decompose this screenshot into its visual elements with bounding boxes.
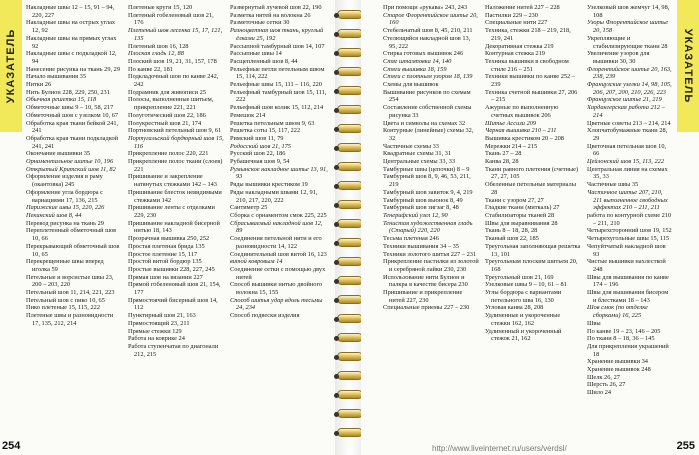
index-entry: Центральные схемы 33, 33 [383, 158, 456, 166]
index-entry: Ткань 8 – 18, 28, 28 [485, 227, 538, 235]
binding-ring [337, 257, 363, 266]
index-entry: Пришивание и прикрепление нитей 227, 230 [383, 289, 463, 304]
index-entry: Треугольный шов 21, 169 [485, 273, 554, 281]
index-entry: Обработка края ткани подкладкой 241, 241 [26, 134, 119, 150]
index-entry: Прямостоячий бисерный шов 14, 112 [128, 296, 218, 312]
index-entry: Прикрепление полос 220, 221 [128, 150, 209, 158]
index-entry: Швы для вышивания бисером и блестками 18 – 143 [587, 289, 669, 304]
index-entry: Прикрепление пастилки из золотой и серебряной лайки 230, 230 [383, 258, 479, 273]
index-entry: Петельный шов с пико 10, 65 [26, 296, 105, 304]
index-entry: Пришивание ленты с отделками 229, 230 [128, 204, 215, 219]
index-entry: Чепуйтчатый накладной шов 93 [587, 242, 666, 258]
binding-ring [337, 295, 363, 304]
index-entry: Хлопчатобумажные ткани 28, 29 [587, 127, 668, 142]
index-entry: При помощи «рукава» 243, 243 [383, 4, 468, 11]
index-entry: Прикрепление полос ткани (слоев) 221 [128, 158, 223, 173]
index-entry: Расщепленный шов 8, 44 [230, 57, 298, 65]
index-entry: Накладные швы 12 – 15, 91 – 94, 220, 227 [26, 4, 115, 19]
index-entry: Тканый шов 22, 185 [485, 235, 539, 243]
index-entry: Разноцветная шов ткань, круглый ёлками 25, 192 [230, 27, 324, 42]
index-entry: Переплетенный обметочный шов 10, 66 [26, 227, 117, 243]
left-page [0, 0, 338, 455]
index-entry: Нить Булион 228, 229, 250, 231 [26, 88, 110, 96]
index-entry: Декоративная стежка 219 [485, 42, 554, 50]
index-entry: Простые вышивки 228, 227, 245 [128, 265, 215, 273]
index-entry: Плетеные круги 15, 120 [128, 4, 193, 11]
index-entry: Техника вышивки в свободном стиле 216 – 251 [485, 57, 569, 73]
index-entry: Тамбурные швы (цепочки) 8 – 9 [383, 165, 470, 173]
index-entry: Ремешок 214 [230, 111, 266, 119]
index-entry: Простая плетеная брида 135 [128, 242, 205, 250]
index-entry: Схемы для вышивок [383, 81, 439, 89]
watermark-url: http://www.liveinternet.ru/users/verdsl/ [432, 444, 567, 453]
index-entry: Стяги с плотным узором 18, 139 [383, 73, 473, 81]
index-entry: Работа на коврике 24 [128, 335, 185, 343]
index-entry: По ткани 8 – 18, 36 – 145 [587, 335, 655, 343]
index-entry: Рассыпной тамбурный шов 14, 107 [230, 42, 325, 50]
index-entry: Обычная решетка 15, 118 [26, 96, 97, 104]
index-entry: Тесьма плетеная 246 [383, 235, 439, 243]
index-entry: Соединительный шов витой 16, 123 [230, 250, 327, 258]
binding-ring [337, 333, 363, 342]
index-entry: Узелковые швы 9 – 10, 61 – 81 [485, 281, 567, 289]
index-entry: Решетка соты 15, 117, 222 [230, 127, 301, 135]
index-entry: Сборка с орнаментом смок 225, 225 [230, 211, 327, 219]
index-entry: Способ шитья удар вдоль тесьмы 24, 234 [230, 296, 323, 312]
index-entry: Накладные швы с подкладкой 12, 94 [26, 50, 117, 65]
index-entry: Использование нити Булион и палкра в качестве бисера 230 [383, 273, 468, 289]
index-entry: Гладкие ткани (миткаль) 27 [485, 204, 560, 212]
index-entry: витой ковровым 14 [230, 258, 283, 266]
binding-ring [337, 352, 363, 361]
binding-ring [337, 124, 363, 133]
index-entry: Нанесение рисунка на ткань 29, 29 [26, 65, 121, 73]
index-column-5 [485, 4, 581, 446]
index-entry: Разметочные сетки 30 [230, 19, 290, 27]
index-column-3 [230, 4, 330, 446]
index-entry: Для прикрепления украшений 18 [587, 342, 669, 358]
index-entry: Вышивание рисунков по схемам 254 [383, 88, 471, 104]
index-entry: Чистые вышивки нахлесткой 248 [587, 258, 666, 273]
index-entry: Узелковый шов жемчуг 14, 98, 108 [587, 4, 670, 19]
binding-ring [337, 86, 363, 95]
index-entry: Тамбурный шов вьюнок 8, 49 [383, 196, 463, 204]
index-entry: По канве 19 – 23, 146 – 205 [587, 327, 661, 335]
index-entry: Цветочная петельная шов 10, 66 [587, 142, 667, 158]
index-entry: Треугольным плоским шитьем 20, 168 [485, 258, 578, 273]
index-entry: работа по контурной схеме 210 – 211, 210 [587, 211, 672, 227]
index-entry: Сантиметр 25 [230, 204, 268, 212]
index-entry: Тамбурный шов завиток 9, 4, 219 [383, 188, 473, 196]
index-entry: Хранение вышивки 34 [587, 358, 648, 366]
index-entry: Соединение сетки с помощью двух нитей [230, 265, 326, 281]
binding-ring [337, 67, 363, 76]
index-entry: Техника, стежки 218 – 219, 218, 219, 241 [485, 27, 571, 42]
index-entry: Канва 28, 28 [485, 158, 519, 166]
index-entry: Ткань 27 – 28 [485, 150, 522, 158]
index-entry: Квадратные схемы 31, 31 [383, 150, 452, 158]
index-entry: Частичные схемы 33 [383, 142, 439, 150]
index-entry: Работа ступенчатая по диагонали 212, 215 [128, 342, 219, 358]
index-entry: Ряды накладными швами 12, 91, 210, 217, 220, 222 [230, 188, 318, 204]
index-entry: Шов смок (по отделке сборками) 16, 225 [587, 304, 648, 320]
index-entry: Рельефный тамбурный шов 15, 111, 222 [230, 88, 327, 104]
binding-ring [337, 10, 363, 19]
index-entry: Открытый Критский шов 11, 82 [26, 165, 116, 173]
index-entry: Римский шов 11, 79 [230, 134, 284, 142]
index-entry: Русский шов 22, 186 [230, 150, 286, 158]
index-entry: Ажурные по выполненную счетных вышивок 206 [485, 104, 559, 119]
index-entry: Парижские швы 15, 220, 226 [26, 204, 105, 212]
index-entry: Рассыпные швы 14 [230, 50, 282, 58]
index-entry: Развернутый лучевой шов 22, 190 [230, 4, 322, 11]
index-entry: Техники вышивания 34 – 35 [383, 242, 459, 250]
index-entry: Составление собственной схемы рисунка 33 [383, 104, 472, 119]
index-entry: Удлиненные и укороченные стежки 162, 162 [485, 312, 561, 327]
binding-ring [337, 143, 363, 152]
binding-ring [337, 200, 363, 209]
section-tab-right [677, 0, 699, 132]
section-tab-label: УКАЗАТЕЛЬ [5, 28, 17, 104]
index-entry: Оформление изделия в раму (окантовка) 245 [26, 173, 103, 189]
index-entry: Рельефные швы 15, 111 – 116, 220 [230, 81, 322, 89]
index-column-1 [26, 4, 122, 446]
index-entry: Вышивка крестиком 20 – 208 [485, 134, 564, 142]
index-entry: Флорентийское шитье 20, 163, 238, 239 [587, 65, 672, 81]
index-entry: Плоский шов 19, 21, 31, 157, 178 [128, 57, 217, 65]
index-entry: Соединения петельной нити и его разновидности 14, 122 [230, 235, 322, 250]
index-entry: Нитки 26 [26, 81, 52, 89]
right-page [361, 0, 699, 455]
index-entry: Пришивание блесток невидимыми стежками 142 [128, 188, 222, 204]
index-entry: Сбрасываемый накладной шов 12, 89 [230, 219, 323, 235]
index-entry: Накладные швы на острых углах 12, 92 [26, 19, 116, 35]
index-entry: По канве 22, 181 [128, 65, 173, 73]
index-entry: Стебельчатый шов 8, 45, 210, 211 [383, 27, 473, 35]
index-entry: Полукрестный шов 21, 174 [128, 119, 202, 127]
index-entry: Петельные и ворсистые швы 23, 200 – 203, 220 [26, 273, 114, 289]
index-entry: Полуготический шов 22, 186 [128, 111, 206, 119]
index-entry: Пунктирный шов 21, 163 [128, 312, 196, 320]
index-entry: Мережки 214 – 215 [485, 142, 538, 150]
index-entry: Обработка края ткани бейкой 241, 241 [26, 119, 119, 135]
index-entry: Перевод рисунка на ткань 29 [26, 219, 104, 227]
index-entry: Цветные советы 213 – 214, 214 [587, 119, 671, 127]
index-entry: Простое плетение 15, 117 [128, 250, 198, 258]
binding-ring [337, 371, 363, 380]
index-entry: Плоская гладь 12, 88 [128, 50, 184, 58]
binding-ring [337, 276, 363, 285]
index-entry: Подкладочный шов по канве 242, 242 [128, 73, 219, 89]
index-entry: Ткани равного плетения (счетные) 27, 27, 105 [485, 165, 579, 181]
index-column-2 [128, 4, 224, 446]
index-entry: Рубашечная шов 9, 54 [230, 158, 290, 166]
index-entry: Специальные приемы 227 – 230 [383, 304, 470, 312]
index-entry: Пришивание накладной бисерной нитью 18, 143 [128, 219, 220, 235]
index-entry: Простой витой бордюр 135 [128, 258, 202, 266]
binding-ring [337, 238, 363, 247]
index-entry: Ряды вышивки крестиком 19 [230, 181, 308, 189]
index-entry: Укрепляющие и стабилизирующие ткани 28 [587, 34, 668, 50]
index-entry: Стяг штамповка 14, 140 [383, 57, 452, 65]
index-entry: Шелк 26, 27 [587, 373, 620, 381]
index-entry: Пришивание и закрепление натянутых стежками 142 – 143 [128, 173, 217, 189]
binding-ring [337, 48, 363, 57]
index-entry: Родосский шов 21, 175 [230, 142, 291, 150]
index-entry: Центральная линия на схемах 35, 33 [587, 165, 668, 181]
index-entry: Пекинский шов 8, 44 [26, 211, 82, 219]
index-entry: Шило 24 [587, 389, 612, 397]
index-entry: Подрамник для живописи 25 [128, 88, 206, 96]
binding-ring [337, 428, 363, 437]
index-entry: Удлиненный и укороченный стежок 21, 162 [485, 327, 562, 343]
index-entry: Стелющийся накладной шов 13, 95, 222 [383, 34, 471, 50]
index-entry: Швы для выравнивания 28 [485, 219, 558, 227]
index-entry: Полосы, выполненные шитьем, прикрепление 221, 221 [128, 96, 214, 112]
index-entry: Техники вышивки по канве 252 – 239 [485, 73, 575, 89]
index-entry: Решетка петельным швом 9, 63 [230, 119, 315, 127]
index-entry: Угловая канва 28, 208 [485, 304, 544, 312]
index-entry: Частичное шитье 207, 210, 211 выполненное свободных эффектах 210 – 211, 211 [587, 188, 668, 212]
binding-ring [337, 162, 363, 171]
index-entry: Техника счетной вышивки 27, 206 – 215 [485, 88, 578, 104]
index-column-4 [383, 4, 479, 446]
index-entry: Накладные швы на прямых углах 92 [26, 34, 117, 50]
index-entry: Обметочные швы 9 – 10, 58, 217 [26, 104, 114, 112]
index-entry: Тенерифский узел 12, 90 [383, 211, 448, 219]
index-entry: Прямостоящий 23, 211 [128, 319, 190, 327]
index-entry: Обеленные петельные материалы 28 [485, 181, 576, 196]
index-entry: Швы для вышивания по канве 174 – 196 [587, 273, 669, 289]
page-number-left: 254 [2, 440, 21, 452]
index-entry: Прямая шов на вязании 227 [128, 273, 203, 281]
index-entry: Цвета и символы на схемах 32 [383, 119, 466, 127]
index-entry: Треугольная заполняющая решетка 13, 101 [485, 242, 581, 258]
index-entry: Окончание вышивки 35 [26, 150, 91, 158]
index-entry: Пастилки 229 – 230 [485, 11, 538, 19]
index-entry: Тамбурный шов 8, 9, 46, 53, 211, 219 [383, 173, 471, 189]
index-entry: Португальский бордюрный шов 15, 116 [128, 134, 224, 150]
index-entry: Тамбурный шов зигзаг 8, 48 [383, 204, 459, 212]
binding-ring [337, 181, 363, 190]
index-entry: Портновский петельный шов 9, 61 [128, 127, 222, 135]
index-column-6 [587, 4, 673, 446]
index-entry: Тенистая художественная гладь (Старый) 220, 220 [383, 219, 473, 235]
index-entry: Орнаментальное шитье 10, 196 [26, 158, 114, 166]
index-entry: Способ вышивки нитью двойного волокна 15, 155 [230, 281, 323, 297]
index-entry: Увеличение узоров для вышивки 30, 30 [587, 50, 650, 65]
index-entry: Плетеный шов лесенка 15, 17, 121, 135 [128, 27, 223, 42]
binding-ring [337, 219, 363, 228]
index-entry: Прямой гобеленовый шов 21, 154, 177 [128, 281, 221, 297]
index-entry: Разметка нитей на волокна 26 [230, 11, 311, 19]
index-entry: Прозрачная вышивка 250, 252 [128, 235, 210, 243]
index-entry: Прямые стежки 129 [128, 327, 182, 335]
index-entry: Перекрещенные швы вперед иголка 59 [26, 258, 104, 273]
index-entry: Рельефные петли петельным швом 15, 114, 222 [230, 65, 325, 81]
index-entry: Стабилизаторы тканей 28 [485, 211, 555, 219]
index-entry: Петельный шов 11, 214, 221, 223 [26, 289, 115, 297]
binding-ring [337, 390, 363, 399]
index-entry: Плетеные швы и разновидности 17, 135, 212, 214 [26, 312, 114, 327]
index-entry: Плетеный шов 16, 128 [128, 42, 189, 50]
index-entry: Оформление угла бордюра с вариациями 17, 136, 215 [26, 188, 103, 204]
index-entry: Перекрывающий обметочный шов 10, 65 [26, 242, 120, 258]
index-entry: Французские узелки 14, 98, 105, 206, 207, 200, 210, 226, 223 [587, 81, 672, 96]
index-entry: Цейлонский шов 15, 113, 222 [587, 158, 664, 166]
binding-ring [337, 409, 363, 418]
section-tab-left [0, 0, 22, 132]
index-entry: Узоры Флорентийское шитье 20, 158 [587, 19, 669, 35]
index-entry: Плетеный гобеленовый шов 21, 176 [128, 11, 214, 27]
index-entry: Контурная стежка 219 [485, 50, 545, 58]
index-entry: Французское шитье 21, 219 [587, 96, 662, 104]
index-entry: Черная вышивка 210 – 211 [485, 127, 557, 135]
section-tab-label: УКАЗАТЕЛЬ [682, 28, 694, 104]
index-entry: Наложение нитей 227 – 228 [485, 4, 560, 11]
index-entry: Стирка готовых вышивок 246 [383, 50, 464, 58]
index-entry: Углы бордюра с вариантами петельного шва 16, 130 [485, 289, 562, 304]
index-entry: Швы [587, 319, 601, 327]
index-entry: Пико плетеные 15, 115, 222 [26, 304, 100, 312]
index-entry: Старое Флорентийское шитье 20, 160 [383, 11, 478, 27]
index-entry: Рельефный шов колик 15, 112, 214 [230, 104, 324, 112]
index-entry: Обметочный шов с узелком 10, 67 [26, 111, 119, 119]
binding-ring [337, 314, 363, 323]
index-entry: Шерсть 26, 27 [587, 381, 626, 389]
index-entry: Начало вышивания 35 [26, 73, 87, 81]
binding-ring [337, 105, 363, 114]
page-number-right: 255 [676, 440, 695, 452]
index-entry: Способ подвески изделия [230, 312, 300, 320]
index-entry: Хардангерская работа 212 – 214 [587, 104, 665, 119]
index-entry: Хранение вышивок 248 [587, 366, 651, 374]
index-entry: Ткани с узором 27, 27 [485, 196, 544, 204]
index-entry: Частичные швы 35 [587, 181, 639, 189]
index-entry: Специальные нити 227 [485, 19, 548, 27]
binding-ring [337, 29, 363, 38]
index-entry: Румынское накладное шитье 13, 91, 93 [230, 165, 328, 181]
index-entry: Стяги вышивка 18, 159 [383, 65, 447, 73]
index-entry: Шитье Ассизи 209 [485, 119, 536, 127]
index-entry: Четырехсторонний шов 19, 152 [587, 227, 672, 235]
index-entry: Четырехугольные швы 15, 115 [587, 235, 670, 243]
index-entry: Контурные (линейные) схемы 32, 32 [383, 127, 474, 142]
index-entry: Техники золотого шитья 227 – 231 [383, 250, 477, 258]
